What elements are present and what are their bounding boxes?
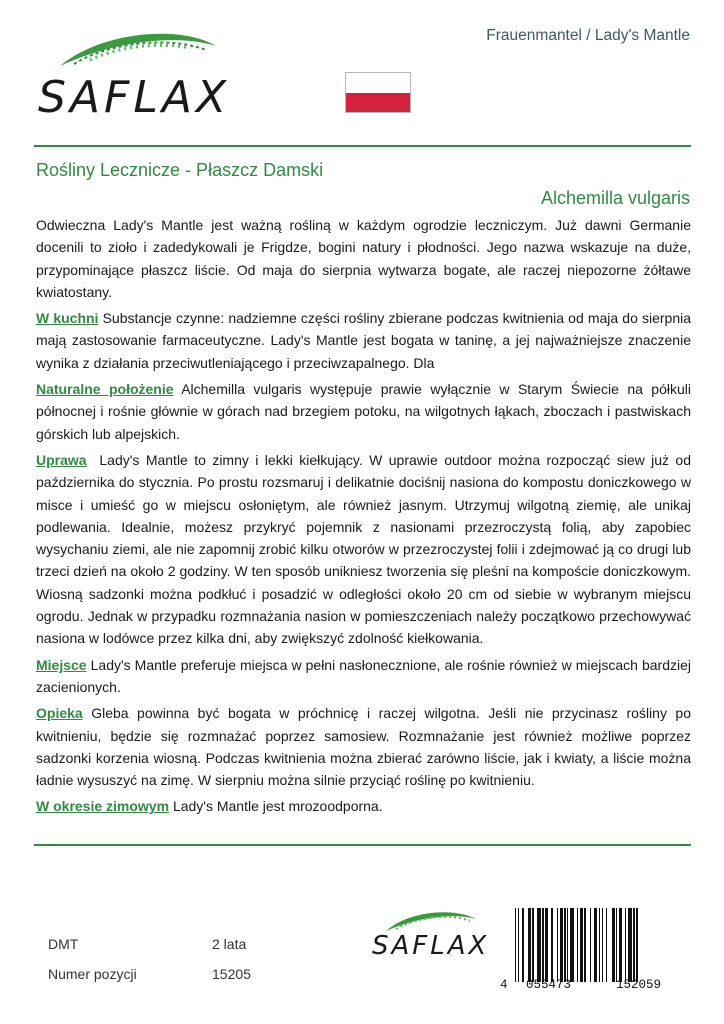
section-heading: Miejsce	[36, 656, 87, 673]
section-winter	[36, 795, 691, 817]
barcode-left-group: 055473	[526, 978, 572, 992]
section-heading: Naturalne położenie	[36, 381, 174, 398]
section-care	[36, 702, 691, 791]
barcode-lead-digit: 4	[500, 978, 508, 992]
barcode-bars	[515, 908, 691, 982]
latin-name: Alchemilla vulgaris	[540, 188, 690, 208]
dmt-value: 2 lata	[212, 936, 247, 952]
section-natural-habitat	[36, 378, 691, 445]
saflax-logo-small	[366, 905, 491, 967]
product-name-header: Frauenmantel / Lady's Mantle	[486, 27, 690, 44]
brand-name: SAFLAX	[38, 72, 231, 123]
section-location	[36, 654, 691, 699]
section-text: Gleba powinna być bogata w próchnicę i raczej wilgotna. Jeśli nie przycinasz rośliny po kwitnieniu, będzie się rozmnażać poprzez samosiew. Rozmnażanie jest również możliwe poprzez sadzonki korzenia wiosną. Podczas kwitnienia można zbierać zarówno liście, jak i kwiaty, a liście można ładnie wysuszyć na zimę. W sierpniu można silnie przyciąć roślinę po kwitnieniu.	[36, 705, 692, 789]
position-value: 15205	[212, 966, 251, 982]
section-kitchen	[36, 307, 691, 374]
section-text: Lady's Mantle to zimny i lekki kiełkujący. W uprawie outdoor można rozpocząć siew już od października do stycznia. Po prostu rozsmaruj i delikatnie dociśnij nasiona do kompostu doniczkowego w misce i umieść go w miejscu osłoniętym, ale również jasnym. Utrzymuj wilgotną ziemię, ale unikaj podlewania. Idealnie, możesz przykryć pojemnik z nasionami przezroczystą folią, aby zapobiec wysychaniu ziemi, ale nie zapomnij zrobić kilku otworów w przezroczystej folii i zdejmować ją co drugi lub trzeci dzień na około 2 godziny. W ten sposób unikniesz tworzenia się pleśni na kompoście doniczkowym. Wiosną sadzonki można podkłuć i posadzić w odległości około 20 cm od siebie w wybranym miejscu ogrodu. Jednak w przypadku rozmnażania nasion w pomieszczeniach należy początkowo przechowywać nasiona w lodówce przez kilka dni, aby zwiększyć zdolność kiełkowania.	[36, 451, 691, 647]
section-heading: Uprawa	[36, 451, 87, 468]
barcode	[500, 900, 692, 996]
section-heading: W kuchni	[36, 310, 99, 327]
divider-top	[34, 145, 691, 147]
divider-bottom	[34, 844, 691, 846]
brand-name: SAFLAX	[372, 931, 490, 961]
poland-flag-icon	[345, 72, 411, 113]
position-label: Numer pozycji	[48, 966, 137, 982]
section-heading: Opieka	[36, 705, 83, 722]
section-text: Alchemilla vulgaris występuje prawie wyłącznie w Starym Świecie na półkuli północnej i rośnie głównie w górach nad brzegiem potoku, na wilgotnych łąkach, zboczach i pastwiskach górskich lub alpejskich.	[36, 381, 691, 442]
intro-paragraph: Odwieczna Lady's Mantle jest ważną rośliną w każdym ogrodzie leczniczym. Już dawni Germanie docenili to zioło i zadedykowali je Frigdze, bogini natury i płodności. Jego nazwa wskazuje na duże, przypominające płaszcz liście. Od maja do sierpnia wytwarza bogate, ale raczej niepozorne żółtawe kwiatostany.	[36, 217, 691, 300]
saflax-logo	[30, 20, 245, 130]
description-body	[36, 214, 691, 822]
barcode-right-group: 152059	[616, 978, 662, 992]
dmt-label: DMT	[48, 936, 79, 952]
section-heading: W okresie zimowym	[36, 798, 170, 815]
section-cultivation	[36, 449, 691, 650]
section-text: Lady's Mantle preferuje miejsca w pełni nasłonecznione, ale rośnie również w miejscach bardziej zacienionych.	[36, 656, 692, 695]
section-text: Substancje czynne: nadziemne części rośliny zbierane podczas kwitnienia od maja do sierpnia mają zastosowanie farmaceutyczne. Lady's Mantle jest bogata w taninę, a jej najważniejsze znaczenie wynika z działania przeciwutleniającego i przeciwzapalnego. Dla	[36, 310, 692, 371]
page-title: Rośliny Lecznicze - Płaszcz Damski	[36, 160, 324, 180]
section-text: Lady's Mantle jest mrozoodporna.	[172, 798, 383, 815]
